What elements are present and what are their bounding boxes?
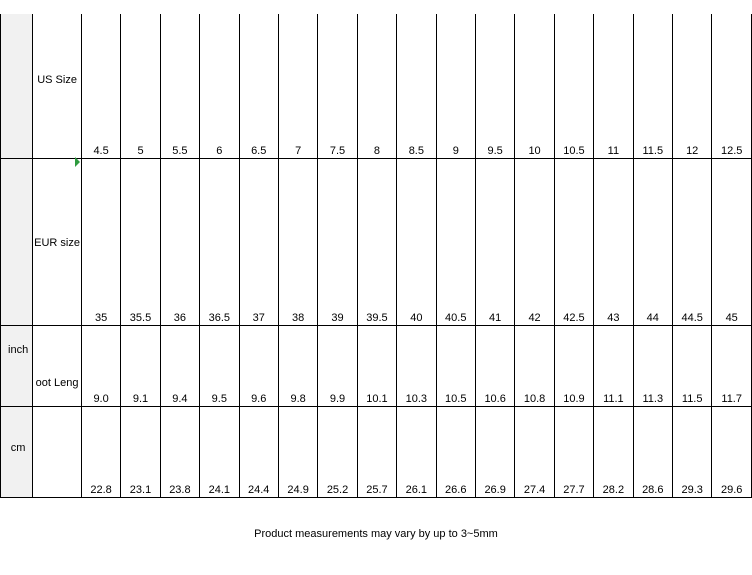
cell-inch-13: 11.1 <box>594 325 633 406</box>
cell-us-14: 11.5 <box>633 14 672 158</box>
cell-cm-12: 27.7 <box>554 406 593 497</box>
cell-us-13: 11 <box>594 14 633 158</box>
cell-eur-7: 39.5 <box>357 158 396 325</box>
cell-cm-11: 27.4 <box>515 406 554 497</box>
cell-inch-8: 10.3 <box>397 325 436 406</box>
cell-eur-6: 39 <box>318 158 357 325</box>
table-row-eur-size <box>1 158 752 325</box>
row-label-us-size: US Size <box>33 14 82 158</box>
cell-inch-4: 9.6 <box>239 325 278 406</box>
row-label-spacer-cm <box>33 406 82 497</box>
cell-us-16: 12.5 <box>712 14 752 158</box>
row-label-eur-size: EUR size <box>33 158 82 325</box>
cell-us-4: 6.5 <box>239 14 278 158</box>
cell-us-15: 12 <box>672 14 711 158</box>
cell-inch-11: 10.8 <box>515 325 554 406</box>
cell-cm-1: 23.1 <box>121 406 160 497</box>
table-row-foot-length-cm <box>1 406 752 497</box>
cell-us-12: 10.5 <box>554 14 593 158</box>
cell-cm-4: 24.4 <box>239 406 278 497</box>
selection-marker-icon <box>75 157 80 167</box>
row-label-foot-length: oot Leng <box>33 325 82 406</box>
row-label-spacer-eur <box>1 158 33 325</box>
cell-cm-8: 26.1 <box>397 406 436 497</box>
cell-eur-2: 36 <box>160 158 199 325</box>
cell-eur-12: 42.5 <box>554 158 593 325</box>
cell-us-5: 7 <box>278 14 317 158</box>
row-label-spacer-us <box>1 14 33 158</box>
cell-inch-9: 10.5 <box>436 325 475 406</box>
cell-inch-12: 10.9 <box>554 325 593 406</box>
cell-eur-15: 44.5 <box>672 158 711 325</box>
cell-us-0: 4.5 <box>81 14 120 158</box>
cell-us-7: 8 <box>357 14 396 158</box>
table-row-foot-length-inch <box>1 325 752 406</box>
cell-inch-14: 11.3 <box>633 325 672 406</box>
cell-eur-5: 38 <box>278 158 317 325</box>
cell-cm-10: 26.9 <box>475 406 514 497</box>
cell-us-3: 6 <box>200 14 239 158</box>
cell-inch-6: 9.9 <box>318 325 357 406</box>
cell-us-9: 9 <box>436 14 475 158</box>
cell-us-10: 9.5 <box>475 14 514 158</box>
cell-eur-13: 43 <box>594 158 633 325</box>
cell-us-6: 7.5 <box>318 14 357 158</box>
cell-us-1: 5 <box>121 14 160 158</box>
cell-cm-5: 24.9 <box>278 406 317 497</box>
cell-cm-0: 22.8 <box>81 406 120 497</box>
cell-eur-1: 35.5 <box>121 158 160 325</box>
cell-inch-15: 11.5 <box>672 325 711 406</box>
row-label-unit-inch: inch <box>1 325 33 406</box>
cell-eur-10: 41 <box>475 158 514 325</box>
cell-eur-16: 45 <box>712 158 752 325</box>
cell-eur-0: 35 <box>81 158 120 325</box>
cell-inch-5: 9.8 <box>278 325 317 406</box>
cell-cm-6: 25.2 <box>318 406 357 497</box>
cell-eur-11: 42 <box>515 158 554 325</box>
cell-inch-7: 10.1 <box>357 325 396 406</box>
cell-inch-2: 9.4 <box>160 325 199 406</box>
cell-cm-13: 28.2 <box>594 406 633 497</box>
cell-eur-3: 36.5 <box>200 158 239 325</box>
table-row-us-size <box>1 14 752 158</box>
cell-us-2: 5.5 <box>160 14 199 158</box>
cell-cm-16: 29.6 <box>712 406 752 497</box>
cell-cm-7: 25.7 <box>357 406 396 497</box>
cell-cm-3: 24.1 <box>200 406 239 497</box>
cell-inch-16: 11.7 <box>712 325 752 406</box>
cell-cm-2: 23.8 <box>160 406 199 497</box>
cell-cm-15: 29.3 <box>672 406 711 497</box>
cell-cm-9: 26.6 <box>436 406 475 497</box>
cell-cm-14: 28.6 <box>633 406 672 497</box>
row-label-unit-cm: cm <box>1 406 33 497</box>
footnote-text: Product measurements may vary by up to 3~5mm <box>254 528 498 540</box>
size-chart-table <box>0 14 752 498</box>
cell-eur-8: 40 <box>397 158 436 325</box>
cell-eur-14: 44 <box>633 158 672 325</box>
cell-inch-0: 9.0 <box>81 325 120 406</box>
cell-eur-9: 40.5 <box>436 158 475 325</box>
cell-us-11: 10 <box>515 14 554 158</box>
cell-inch-10: 10.6 <box>475 325 514 406</box>
cell-us-8: 8.5 <box>397 14 436 158</box>
cell-inch-3: 9.5 <box>200 325 239 406</box>
cell-inch-1: 9.1 <box>121 325 160 406</box>
cell-eur-4: 37 <box>239 158 278 325</box>
